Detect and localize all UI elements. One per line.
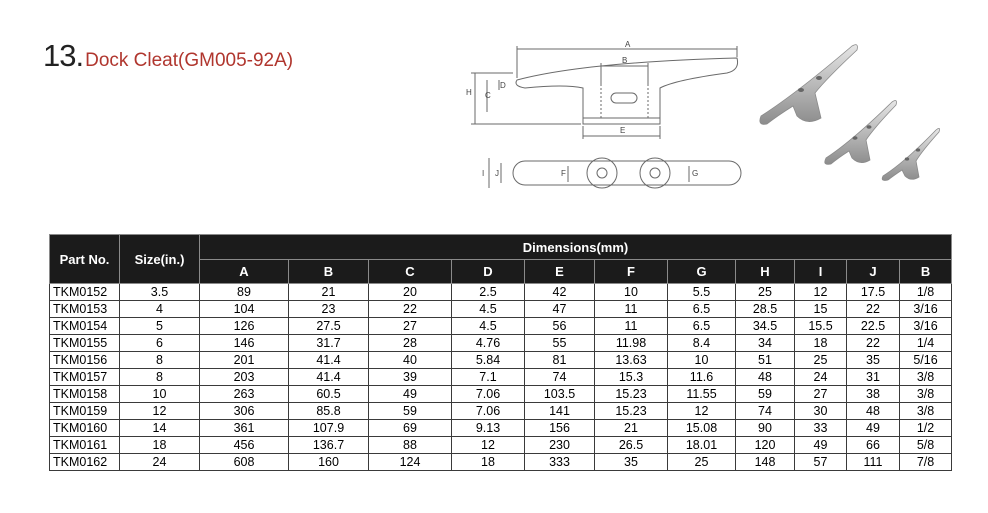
dimension-cell: 28 <box>369 335 452 352</box>
dimensions-table <box>49 234 952 471</box>
side-view-base <box>583 118 660 124</box>
dimension-cell: 25 <box>795 352 847 369</box>
dimension-cell: 15.23 <box>595 386 668 403</box>
table-row <box>50 352 952 369</box>
dim-column-header: B <box>900 260 952 284</box>
table-row <box>50 386 952 403</box>
label-a: A <box>625 40 631 49</box>
part-no-cell: TKM0158 <box>50 386 120 403</box>
dimension-cell: 7.06 <box>452 386 525 403</box>
part-no-cell: TKM0162 <box>50 454 120 471</box>
dimension-cell: 59 <box>369 403 452 420</box>
dimension-cell: 203 <box>200 369 289 386</box>
dimension-cell: 13.63 <box>595 352 668 369</box>
dimension-cell: 15.3 <box>595 369 668 386</box>
dimension-cell: 5.84 <box>452 352 525 369</box>
dim-column-header: E <box>525 260 595 284</box>
dimension-cell: 88 <box>369 437 452 454</box>
dimension-cell: 34 <box>736 335 795 352</box>
size-cell: 18 <box>120 437 200 454</box>
dimension-cell: 15.08 <box>668 420 736 437</box>
dimension-cell: 25 <box>736 284 795 301</box>
dimension-cell: 48 <box>736 369 795 386</box>
dim-column-header: A <box>200 260 289 284</box>
dimension-cell: 10 <box>595 284 668 301</box>
dimension-cell: 42 <box>525 284 595 301</box>
dimension-cell: 5.5 <box>668 284 736 301</box>
dimension-cell: 17.5 <box>847 284 900 301</box>
dimension-cell: 49 <box>369 386 452 403</box>
dimension-cell: 55 <box>525 335 595 352</box>
label-g: G <box>692 169 699 178</box>
dimension-cell: 11.6 <box>668 369 736 386</box>
dimension-cell: 107.9 <box>289 420 369 437</box>
dimension-cell: 21 <box>595 420 668 437</box>
top-view-outline <box>513 161 741 185</box>
dim-column-header: C <box>369 260 452 284</box>
dimension-cell: 3/8 <box>900 403 952 420</box>
dimension-cell: 69 <box>369 420 452 437</box>
product-name: Dock Cleat(GM005-92A) <box>85 50 294 71</box>
dimension-cell: 146 <box>200 335 289 352</box>
dimension-cell: 1/8 <box>900 284 952 301</box>
dimension-cell: 41.4 <box>289 352 369 369</box>
dimension-cell: 59 <box>736 386 795 403</box>
dimension-cell: 141 <box>525 403 595 420</box>
size-cell: 14 <box>120 420 200 437</box>
dimension-cell: 39 <box>369 369 452 386</box>
dimension-cell: 25 <box>668 454 736 471</box>
dimension-cell: 57 <box>795 454 847 471</box>
dimension-cell: 81 <box>525 352 595 369</box>
dimension-cell: 306 <box>200 403 289 420</box>
dimension-cell: 1/2 <box>900 420 952 437</box>
size-cell: 8 <box>120 352 200 369</box>
dimension-cell: 11.55 <box>668 386 736 403</box>
dimension-cell: 26.5 <box>595 437 668 454</box>
dimension-cell: 6.5 <box>668 318 736 335</box>
dimension-cell: 3/16 <box>900 318 952 335</box>
dimension-cell: 35 <box>847 352 900 369</box>
dimension-cell: 7.06 <box>452 403 525 420</box>
dimension-cell: 263 <box>200 386 289 403</box>
dimension-cell: 608 <box>200 454 289 471</box>
cleat-small <box>882 128 939 180</box>
label-e: E <box>620 126 626 135</box>
dimension-cell: 90 <box>736 420 795 437</box>
dimension-cell: 3/16 <box>900 301 952 318</box>
dimension-cell: 33 <box>795 420 847 437</box>
label-f: F <box>561 169 566 178</box>
side-view-slot <box>611 93 637 103</box>
dimension-cell: 49 <box>847 420 900 437</box>
dimension-cell: 28.5 <box>736 301 795 318</box>
part-no-cell: TKM0161 <box>50 437 120 454</box>
label-h: H <box>466 88 472 97</box>
dimension-cell: 12 <box>795 284 847 301</box>
dimension-cell: 22 <box>847 301 900 318</box>
dimension-cell: 15.5 <box>795 318 847 335</box>
dimension-cell: 49 <box>795 437 847 454</box>
technical-drawing <box>465 40 750 200</box>
dimension-cell: 4.5 <box>452 318 525 335</box>
table-row <box>50 318 952 335</box>
part-no-cell: TKM0153 <box>50 301 120 318</box>
header-dimensions: Dimensions(mm) <box>200 235 952 260</box>
label-c: C <box>485 91 491 100</box>
dim-column-header: F <box>595 260 668 284</box>
size-cell: 24 <box>120 454 200 471</box>
dimension-cell: 34.5 <box>736 318 795 335</box>
dimension-cell: 12 <box>452 437 525 454</box>
table-row <box>50 301 952 318</box>
section-number: 13. <box>43 38 84 73</box>
dimension-cell: 60.5 <box>289 386 369 403</box>
dimension-cell: 10 <box>668 352 736 369</box>
dimension-cell: 136.7 <box>289 437 369 454</box>
side-view-outline <box>516 58 738 118</box>
cleat-medium <box>825 101 897 165</box>
dimension-cell: 27 <box>795 386 847 403</box>
size-cell: 5 <box>120 318 200 335</box>
dim-column-header: H <box>736 260 795 284</box>
part-no-cell: TKM0152 <box>50 284 120 301</box>
dimension-cell: 31 <box>847 369 900 386</box>
dimension-cell: 27.5 <box>289 318 369 335</box>
dimension-cell: 22 <box>369 301 452 318</box>
dimension-cell: 51 <box>736 352 795 369</box>
dimension-cell: 333 <box>525 454 595 471</box>
top-view-hub-left <box>587 158 617 188</box>
dimension-cell: 22 <box>847 335 900 352</box>
table-row <box>50 403 952 420</box>
dimension-cell: 148 <box>736 454 795 471</box>
dimension-cell: 7.1 <box>452 369 525 386</box>
dimension-cell: 47 <box>525 301 595 318</box>
size-cell: 3.5 <box>120 284 200 301</box>
table-row <box>50 454 952 471</box>
dimension-cell: 124 <box>369 454 452 471</box>
header-part-no: Part No. <box>50 235 120 284</box>
dimension-cell: 456 <box>200 437 289 454</box>
dimension-cell: 4.76 <box>452 335 525 352</box>
table-row <box>50 369 952 386</box>
dimension-cell: 156 <box>525 420 595 437</box>
dimension-cell: 104 <box>200 301 289 318</box>
dimension-cell: 160 <box>289 454 369 471</box>
size-cell: 10 <box>120 386 200 403</box>
part-no-cell: TKM0160 <box>50 420 120 437</box>
dimension-cell: 23 <box>289 301 369 318</box>
dimension-cell: 8.4 <box>668 335 736 352</box>
dimension-cell: 9.13 <box>452 420 525 437</box>
dimension-cell: 7/8 <box>900 454 952 471</box>
page-title <box>43 38 293 74</box>
dimension-cell: 48 <box>847 403 900 420</box>
dimension-cell: 1/4 <box>900 335 952 352</box>
dimension-cell: 111 <box>847 454 900 471</box>
dimension-cell: 40 <box>369 352 452 369</box>
dimension-cell: 230 <box>525 437 595 454</box>
dimension-cell: 15 <box>795 301 847 318</box>
part-no-cell: TKM0156 <box>50 352 120 369</box>
dim-column-header: G <box>668 260 736 284</box>
table-row <box>50 335 952 352</box>
table-row <box>50 284 952 301</box>
part-no-cell: TKM0157 <box>50 369 120 386</box>
label-b: B <box>622 56 628 65</box>
dimension-cell: 20 <box>369 284 452 301</box>
dimension-cell: 6.5 <box>668 301 736 318</box>
dimension-cell: 56 <box>525 318 595 335</box>
dimension-cell: 35 <box>595 454 668 471</box>
size-cell: 12 <box>120 403 200 420</box>
dimension-cell: 18 <box>795 335 847 352</box>
table-row <box>50 420 952 437</box>
dimension-cell: 126 <box>200 318 289 335</box>
size-cell: 4 <box>120 301 200 318</box>
cleat-large <box>760 45 858 125</box>
part-no-cell: TKM0159 <box>50 403 120 420</box>
label-d: D <box>500 81 506 90</box>
dim-column-header: D <box>452 260 525 284</box>
dim-column-header: I <box>795 260 847 284</box>
dim-column-header: J <box>847 260 900 284</box>
dimension-cell: 18.01 <box>668 437 736 454</box>
dimension-cell: 4.5 <box>452 301 525 318</box>
dimension-cell: 18 <box>452 454 525 471</box>
dimension-cell: 74 <box>736 403 795 420</box>
size-cell: 6 <box>120 335 200 352</box>
product-photo <box>752 36 952 186</box>
dimension-cell: 11 <box>595 318 668 335</box>
dimension-cell: 103.5 <box>525 386 595 403</box>
dimension-cell: 5/16 <box>900 352 952 369</box>
dimension-cell: 120 <box>736 437 795 454</box>
dimension-cell: 85.8 <box>289 403 369 420</box>
dimension-cell: 74 <box>525 369 595 386</box>
dimension-cell: 201 <box>200 352 289 369</box>
dimension-cell: 5/8 <box>900 437 952 454</box>
dimension-cell: 3/8 <box>900 369 952 386</box>
table-row <box>50 437 952 454</box>
dimension-cell: 66 <box>847 437 900 454</box>
dimension-cell: 30 <box>795 403 847 420</box>
dimension-cell: 89 <box>200 284 289 301</box>
dimension-cell: 361 <box>200 420 289 437</box>
top-view-hub-right <box>640 158 670 188</box>
dimension-cell: 27 <box>369 318 452 335</box>
dim-column-header: B <box>289 260 369 284</box>
label-i: I <box>482 169 485 178</box>
dimension-cell: 11.98 <box>595 335 668 352</box>
dimension-cell: 12 <box>668 403 736 420</box>
dimension-cell: 41.4 <box>289 369 369 386</box>
dimension-cell: 21 <box>289 284 369 301</box>
dimension-cell: 38 <box>847 386 900 403</box>
dimension-cell: 31.7 <box>289 335 369 352</box>
dimension-cell: 22.5 <box>847 318 900 335</box>
part-no-cell: TKM0154 <box>50 318 120 335</box>
dimension-cell: 2.5 <box>452 284 525 301</box>
dimension-cell: 11 <box>595 301 668 318</box>
size-cell: 8 <box>120 369 200 386</box>
part-no-cell: TKM0155 <box>50 335 120 352</box>
dimension-cell: 15.23 <box>595 403 668 420</box>
label-j: J <box>495 169 499 178</box>
dimension-cell: 24 <box>795 369 847 386</box>
header-size: Size(in.) <box>120 235 200 284</box>
dimension-cell: 3/8 <box>900 386 952 403</box>
